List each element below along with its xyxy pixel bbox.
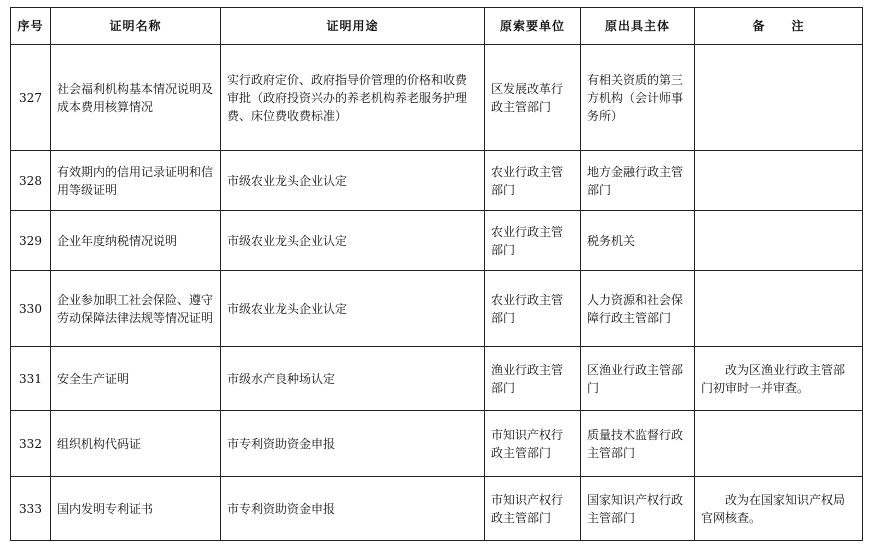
cell-name: 企业参加职工社会保险、遵守劳动保障法律法规等情况证明	[51, 271, 221, 347]
header-purpose: 证明用途	[221, 8, 485, 45]
certificate-table	[10, 7, 863, 541]
header-seq: 序号	[11, 8, 51, 45]
cell-remark	[695, 151, 863, 211]
cell-issuer: 地方金融行政主管部门	[581, 151, 695, 211]
table-row	[11, 211, 863, 271]
cell-name: 社会福利机构基本情况说明及成本费用核算情况	[51, 45, 221, 151]
cell-issuer: 人力资源和社会保障行政主管部门	[581, 271, 695, 347]
table-row	[11, 411, 863, 477]
table-row	[11, 347, 863, 411]
cell-purpose: 市级农业龙头企业认定	[221, 271, 485, 347]
table-header-row	[11, 8, 863, 45]
cell-seq: 328	[11, 151, 51, 211]
cell-issuer: 有相关资质的第三方机构（会计师事务所）	[581, 45, 695, 151]
header-remark: 备 注	[695, 8, 863, 45]
cell-name: 安全生产证明	[51, 347, 221, 411]
table-row	[11, 151, 863, 211]
table-row	[11, 271, 863, 347]
document-page	[10, 7, 863, 541]
cell-issuer: 税务机关	[581, 211, 695, 271]
cell-issuer: 国家知识产权行政主管部门	[581, 477, 695, 541]
cell-requester: 渔业行政主管部门	[485, 347, 581, 411]
cell-seq: 331	[11, 347, 51, 411]
cell-purpose: 市专利资助资金申报	[221, 411, 485, 477]
cell-remark	[695, 45, 863, 151]
cell-requester: 区发展改革行政主管部门	[485, 45, 581, 151]
cell-requester: 农业行政主管部门	[485, 151, 581, 211]
cell-remark	[695, 411, 863, 477]
cell-purpose: 市级农业龙头企业认定	[221, 211, 485, 271]
cell-issuer: 质量技术监督行政主管部门	[581, 411, 695, 477]
table-row	[11, 45, 863, 151]
cell-name: 组织机构代码证	[51, 411, 221, 477]
table-row	[11, 477, 863, 541]
cell-remark: 改为区渔业行政主管部门初审时一并审查。	[695, 347, 863, 411]
header-name: 证明名称	[51, 8, 221, 45]
cell-issuer: 区渔业行政主管部门	[581, 347, 695, 411]
cell-requester: 农业行政主管部门	[485, 211, 581, 271]
cell-seq: 330	[11, 271, 51, 347]
cell-remark: 改为在国家知识产权局官网核查。	[695, 477, 863, 541]
cell-name: 有效期内的信用记录证明和信用等级证明	[51, 151, 221, 211]
cell-remark	[695, 271, 863, 347]
cell-name: 国内发明专利证书	[51, 477, 221, 541]
cell-seq: 333	[11, 477, 51, 541]
cell-purpose: 市级农业龙头企业认定	[221, 151, 485, 211]
cell-name: 企业年度纳税情况说明	[51, 211, 221, 271]
cell-seq: 327	[11, 45, 51, 151]
cell-requester: 市知识产权行政主管部门	[485, 411, 581, 477]
cell-requester: 农业行政主管部门	[485, 271, 581, 347]
header-requester: 原索要单位	[485, 8, 581, 45]
cell-purpose: 实行政府定价、政府指导价管理的价格和收费审批（政府投资兴办的养老机构养老服务护理费、床位费收费标准）	[221, 45, 485, 151]
cell-purpose: 市级水产良种场认定	[221, 347, 485, 411]
cell-seq: 332	[11, 411, 51, 477]
cell-seq: 329	[11, 211, 51, 271]
header-issuer: 原出具主体	[581, 8, 695, 45]
cell-remark	[695, 211, 863, 271]
cell-purpose: 市专利资助资金申报	[221, 477, 485, 541]
cell-requester: 市知识产权行政主管部门	[485, 477, 581, 541]
